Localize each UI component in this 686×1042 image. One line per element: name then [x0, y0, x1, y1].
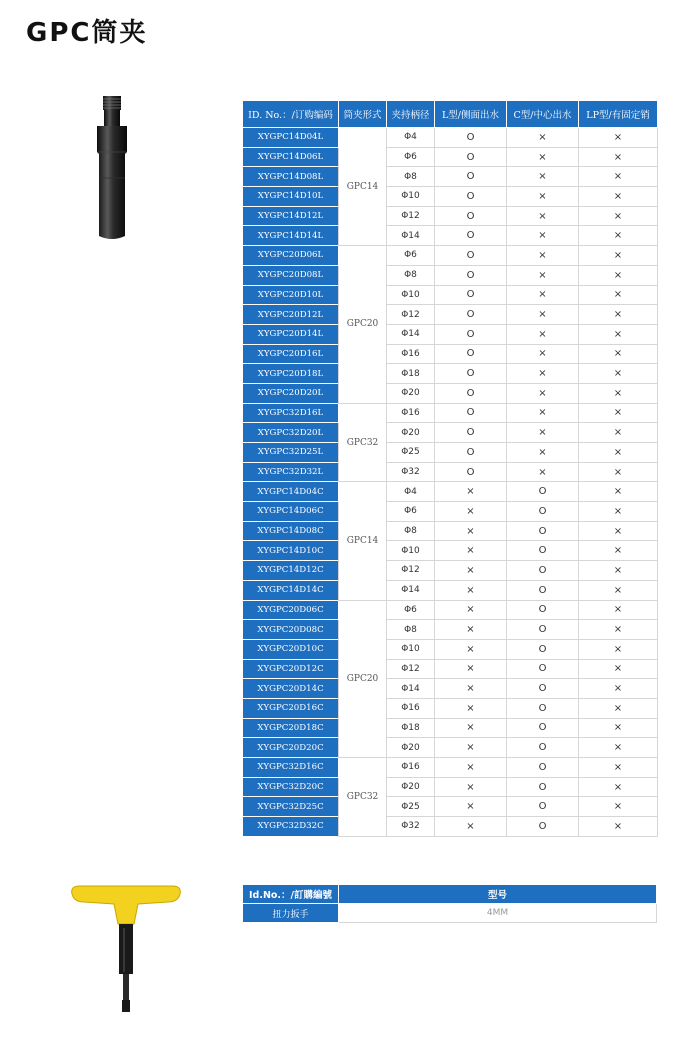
table-row [243, 128, 658, 148]
l-type-mark: × [435, 698, 507, 718]
lp-type-mark: × [579, 423, 658, 443]
lp-type-mark: × [579, 344, 658, 364]
l-type-mark: × [435, 600, 507, 620]
shank-diameter: Φ14 [387, 324, 435, 344]
shank-diameter: Φ12 [387, 305, 435, 325]
l-type-mark: O [435, 167, 507, 187]
l-type-mark: O [435, 147, 507, 167]
order-code: XYGPC20D16L [243, 344, 339, 364]
table-row [243, 324, 658, 344]
order-code: XYGPC32D20C [243, 777, 339, 797]
order-code: XYGPC14D06C [243, 502, 339, 522]
order-code: XYGPC20D10L [243, 285, 339, 305]
table-row [243, 167, 658, 187]
lp-type-mark: × [579, 285, 658, 305]
order-code: XYGPC32D25C [243, 797, 339, 817]
shank-diameter: Φ8 [387, 521, 435, 541]
lp-type-mark: × [579, 305, 658, 325]
c-type-mark: × [507, 167, 579, 187]
c-type-mark: O [507, 502, 579, 522]
l-type-mark: × [435, 797, 507, 817]
lp-type-mark: × [579, 364, 658, 384]
order-code: XYGPC32D16C [243, 758, 339, 778]
c-type-mark: O [507, 580, 579, 600]
lp-type-mark: × [579, 600, 658, 620]
c-type-mark: O [507, 541, 579, 561]
shank-diameter: Φ8 [387, 265, 435, 285]
lp-type-mark: × [579, 679, 658, 699]
order-code: XYGPC32D32C [243, 817, 339, 837]
order-code: XYGPC20D18C [243, 718, 339, 738]
order-code: XYGPC32D16L [243, 403, 339, 423]
lp-type-mark: × [579, 265, 658, 285]
collet-form: GPC20 [339, 246, 387, 404]
c-type-mark: × [507, 246, 579, 266]
order-code: XYGPC14D14L [243, 226, 339, 246]
header-c-type: C型/中心出水 [507, 101, 579, 128]
lp-type-mark: × [579, 698, 658, 718]
collet-form: GPC20 [339, 600, 387, 758]
collet-form: GPC14 [339, 482, 387, 600]
l-type-mark: × [435, 679, 507, 699]
lp-type-mark: × [579, 758, 658, 778]
order-code: XYGPC14D06L [243, 147, 339, 167]
order-code: XYGPC32D32L [243, 462, 339, 482]
table-row [243, 502, 658, 522]
table-row [243, 206, 658, 226]
shank-diameter: Φ16 [387, 403, 435, 423]
l-type-mark: × [435, 521, 507, 541]
table-row [243, 147, 658, 167]
table-row [243, 265, 658, 285]
table-row [243, 344, 658, 364]
lp-type-mark: × [579, 462, 658, 482]
table-header-row [243, 101, 658, 128]
c-type-mark: O [507, 777, 579, 797]
shank-diameter: Φ10 [387, 639, 435, 659]
lp-type-mark: × [579, 246, 658, 266]
table-row [243, 482, 658, 502]
header-l-type: L型/侧面出水 [435, 101, 507, 128]
table-row [243, 659, 658, 679]
lp-type-mark: × [579, 443, 658, 463]
c-type-mark: × [507, 423, 579, 443]
table-row [243, 679, 658, 699]
shank-diameter: Φ20 [387, 383, 435, 403]
table-row [243, 797, 658, 817]
l-type-mark: × [435, 718, 507, 738]
table-row [243, 718, 658, 738]
table-row [243, 758, 658, 778]
shank-diameter: Φ18 [387, 364, 435, 384]
shank-diameter: Φ25 [387, 443, 435, 463]
order-code: XYGPC14D14C [243, 580, 339, 600]
shank-diameter: Φ20 [387, 738, 435, 758]
table-row [243, 364, 658, 384]
c-type-mark: O [507, 738, 579, 758]
collet-form: GPC14 [339, 128, 387, 246]
shank-diameter: Φ10 [387, 187, 435, 207]
l-type-mark: × [435, 758, 507, 778]
wrench-header-row [243, 885, 657, 904]
order-code: XYGPC20D16C [243, 698, 339, 718]
shank-diameter: Φ6 [387, 600, 435, 620]
l-type-mark: O [435, 226, 507, 246]
lp-type-mark: × [579, 817, 658, 837]
c-type-mark: O [507, 758, 579, 778]
lp-type-mark: × [579, 206, 658, 226]
l-type-mark: × [435, 502, 507, 522]
table-row [243, 620, 658, 640]
table-row [243, 285, 658, 305]
shank-diameter: Φ18 [387, 718, 435, 738]
l-type-mark: O [435, 246, 507, 266]
lp-type-mark: × [579, 797, 658, 817]
shank-diameter: Φ6 [387, 502, 435, 522]
c-type-mark: × [507, 324, 579, 344]
c-type-mark: × [507, 128, 579, 148]
order-code: XYGPC20D14C [243, 679, 339, 699]
l-type-mark: O [435, 285, 507, 305]
header-form: 筒夹形式 [339, 101, 387, 128]
l-type-mark: O [435, 305, 507, 325]
table-row [243, 817, 658, 837]
lp-type-mark: × [579, 187, 658, 207]
lp-type-mark: × [579, 639, 658, 659]
c-type-mark: O [507, 521, 579, 541]
lp-type-mark: × [579, 128, 658, 148]
wrench-header-model: 型号 [339, 885, 657, 904]
l-type-mark: O [435, 403, 507, 423]
lp-type-mark: × [579, 659, 658, 679]
table-row [243, 443, 658, 463]
collet-image [90, 96, 134, 246]
order-code: XYGPC20D20C [243, 738, 339, 758]
shank-diameter: Φ6 [387, 246, 435, 266]
lp-type-mark: × [579, 383, 658, 403]
order-code: XYGPC20D10C [243, 639, 339, 659]
order-code: XYGPC14D12L [243, 206, 339, 226]
c-type-mark: × [507, 206, 579, 226]
l-type-mark: O [435, 423, 507, 443]
shank-diameter: Φ8 [387, 620, 435, 640]
table-row [243, 226, 658, 246]
shank-diameter: Φ6 [387, 147, 435, 167]
l-type-mark: × [435, 620, 507, 640]
shank-diameter: Φ12 [387, 206, 435, 226]
c-type-mark: × [507, 147, 579, 167]
wrench-name: 扭力扳手 [243, 904, 339, 923]
lp-type-mark: × [579, 718, 658, 738]
lp-type-mark: × [579, 777, 658, 797]
lp-type-mark: × [579, 167, 658, 187]
table-row [243, 698, 658, 718]
l-type-mark: × [435, 817, 507, 837]
l-type-mark: O [435, 265, 507, 285]
order-code: XYGPC20D08L [243, 265, 339, 285]
table-row [243, 738, 658, 758]
order-code: XYGPC20D12L [243, 305, 339, 325]
c-type-mark: O [507, 797, 579, 817]
lp-type-mark: × [579, 580, 658, 600]
l-type-mark: O [435, 443, 507, 463]
lp-type-mark: × [579, 324, 658, 344]
l-type-mark: O [435, 187, 507, 207]
shank-diameter: Φ25 [387, 797, 435, 817]
lp-type-mark: × [579, 147, 658, 167]
wrench-model: 4MM [339, 904, 657, 923]
l-type-mark: O [435, 383, 507, 403]
c-type-mark: O [507, 698, 579, 718]
shank-diameter: Φ16 [387, 698, 435, 718]
l-type-mark: × [435, 580, 507, 600]
l-type-mark: × [435, 738, 507, 758]
table-row [243, 561, 658, 581]
table-row [243, 777, 658, 797]
shank-diameter: Φ16 [387, 344, 435, 364]
shank-diameter: Φ14 [387, 226, 435, 246]
l-type-mark: O [435, 344, 507, 364]
c-type-mark: O [507, 679, 579, 699]
order-code: XYGPC32D20L [243, 423, 339, 443]
order-code: XYGPC14D12C [243, 561, 339, 581]
table-row [243, 521, 658, 541]
c-type-mark: × [507, 462, 579, 482]
l-type-mark: O [435, 324, 507, 344]
page-title: GPC筒夹 [26, 18, 148, 48]
l-type-mark: O [435, 462, 507, 482]
c-type-mark: × [507, 403, 579, 423]
c-type-mark: × [507, 226, 579, 246]
l-type-mark: × [435, 482, 507, 502]
shank-diameter: Φ16 [387, 758, 435, 778]
shank-diameter: Φ32 [387, 817, 435, 837]
shank-diameter: Φ10 [387, 541, 435, 561]
table-row [243, 462, 658, 482]
lp-type-mark: × [579, 502, 658, 522]
l-type-mark: O [435, 128, 507, 148]
table-row [243, 541, 658, 561]
c-type-mark: O [507, 817, 579, 837]
order-code: XYGPC20D18L [243, 364, 339, 384]
c-type-mark: × [507, 305, 579, 325]
l-type-mark: × [435, 561, 507, 581]
header-lp-type: LP型/有固定销 [579, 101, 658, 128]
table-row [243, 246, 658, 266]
shank-diameter: Φ4 [387, 482, 435, 502]
c-type-mark: × [507, 443, 579, 463]
l-type-mark: × [435, 777, 507, 797]
torque-wrench-image [66, 880, 186, 1025]
shank-diameter: Φ14 [387, 679, 435, 699]
shank-diameter: Φ20 [387, 423, 435, 443]
table-row [243, 187, 658, 207]
l-type-mark: × [435, 659, 507, 679]
order-code: XYGPC20D12C [243, 659, 339, 679]
lp-type-mark: × [579, 226, 658, 246]
lp-type-mark: × [579, 521, 658, 541]
order-code: XYGPC14D08L [243, 167, 339, 187]
header-shank-diameter: 夹持柄径 [387, 101, 435, 128]
table-row [243, 600, 658, 620]
table-row [243, 305, 658, 325]
order-code: XYGPC20D14L [243, 324, 339, 344]
c-type-mark: O [507, 639, 579, 659]
collet-form: GPC32 [339, 403, 387, 482]
c-type-mark: O [507, 482, 579, 502]
shank-diameter: Φ12 [387, 561, 435, 581]
l-type-mark: O [435, 364, 507, 384]
lp-type-mark: × [579, 403, 658, 423]
collet-spec-table [242, 100, 658, 837]
lp-type-mark: × [579, 482, 658, 502]
c-type-mark: × [507, 187, 579, 207]
shank-diameter: Φ10 [387, 285, 435, 305]
order-code: XYGPC32D25L [243, 443, 339, 463]
order-code: XYGPC14D04L [243, 128, 339, 148]
order-code: XYGPC20D06C [243, 600, 339, 620]
c-type-mark: × [507, 364, 579, 384]
order-code: XYGPC14D08C [243, 521, 339, 541]
l-type-mark: × [435, 541, 507, 561]
c-type-mark: O [507, 659, 579, 679]
wrench-header-id: Id.No.：/訂購編號 [243, 885, 339, 904]
order-code: XYGPC14D10C [243, 541, 339, 561]
c-type-mark: O [507, 561, 579, 581]
c-type-mark: × [507, 344, 579, 364]
shank-diameter: Φ8 [387, 167, 435, 187]
table-row [243, 639, 658, 659]
table-row [243, 423, 658, 443]
collet-form: GPC32 [339, 758, 387, 837]
table-row [243, 580, 658, 600]
shank-diameter: Φ32 [387, 462, 435, 482]
l-type-mark: × [435, 639, 507, 659]
shank-diameter: Φ14 [387, 580, 435, 600]
lp-type-mark: × [579, 738, 658, 758]
shank-diameter: Φ20 [387, 777, 435, 797]
c-type-mark: × [507, 265, 579, 285]
wrench-table [242, 884, 657, 923]
l-type-mark: O [435, 206, 507, 226]
c-type-mark: O [507, 718, 579, 738]
c-type-mark: × [507, 285, 579, 305]
header-id: ID. No.：/订购编码 [243, 101, 339, 128]
c-type-mark: O [507, 600, 579, 620]
order-code: XYGPC14D04C [243, 482, 339, 502]
lp-type-mark: × [579, 620, 658, 640]
order-code: XYGPC20D08C [243, 620, 339, 640]
lp-type-mark: × [579, 561, 658, 581]
c-type-mark: O [507, 620, 579, 640]
order-code: XYGPC14D10L [243, 187, 339, 207]
c-type-mark: × [507, 383, 579, 403]
lp-type-mark: × [579, 541, 658, 561]
order-code: XYGPC20D06L [243, 246, 339, 266]
shank-diameter: Φ12 [387, 659, 435, 679]
table-row [243, 403, 658, 423]
table-row [243, 383, 658, 403]
order-code: XYGPC20D20L [243, 383, 339, 403]
shank-diameter: Φ4 [387, 128, 435, 148]
wrench-row [243, 904, 657, 923]
